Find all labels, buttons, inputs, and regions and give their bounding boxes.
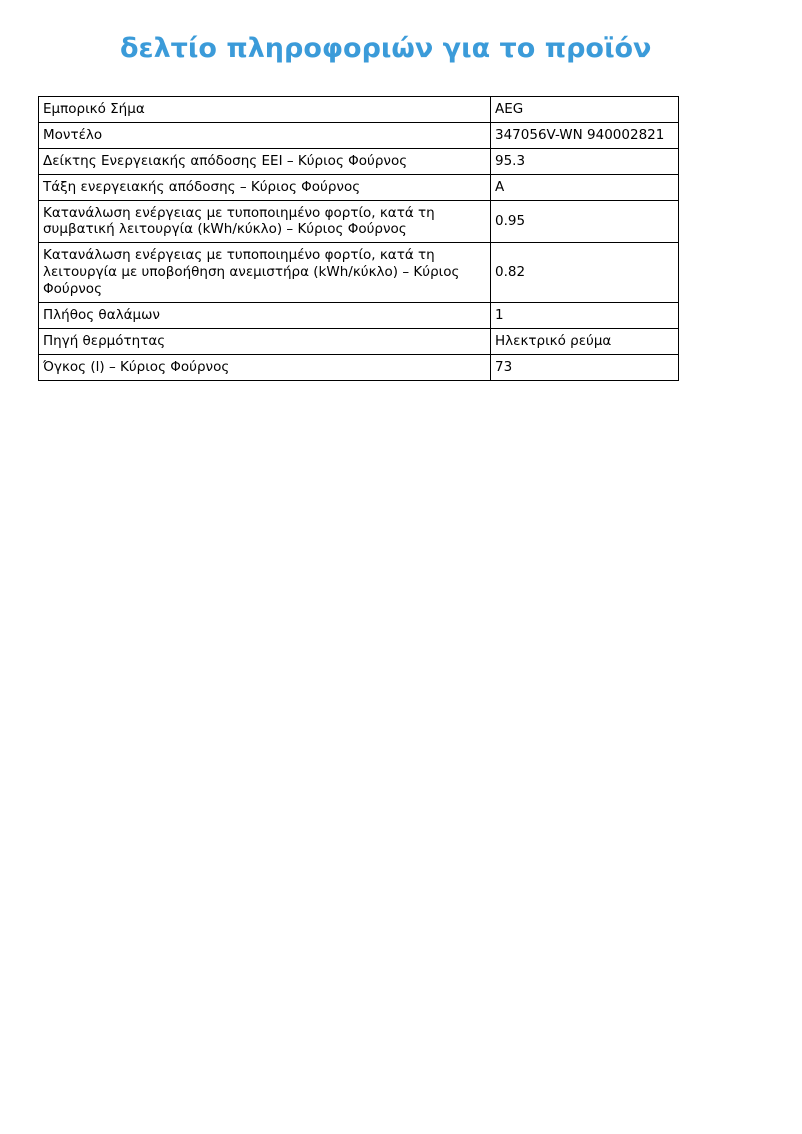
- page-title: δελτίο πληροφοριών για το προϊόν: [120, 33, 652, 64]
- product-info-table: [38, 96, 679, 381]
- table-row: [39, 200, 679, 243]
- row-value-cell: 1: [491, 302, 679, 328]
- row-label-cell: Εμπορικό Σήμα: [39, 97, 491, 123]
- row-label-cell: Τάξη ενεργειακής απόδοσης – Κύριος Φούρνος: [39, 174, 491, 200]
- table-row: [39, 243, 679, 303]
- table-row: [39, 97, 679, 123]
- table-row: [39, 328, 679, 354]
- row-label-cell: Πλήθος θαλάμων: [39, 302, 491, 328]
- row-value-cell: 95.3: [491, 148, 679, 174]
- row-label-cell: Πηγή θερμότητας: [39, 328, 491, 354]
- row-value-cell: 0.82: [491, 243, 679, 303]
- row-value-cell: Ηλεκτρικό ρεύμα: [491, 328, 679, 354]
- product-info-table-body: [39, 97, 679, 381]
- table-row: [39, 122, 679, 148]
- table-row: [39, 302, 679, 328]
- row-label-cell: Κατανάλωση ενέργειας με τυποποιημένο φορτίο, κατά τη λειτουργία με υποβοήθηση ανεμιστήρα (kWh/κύκλο) – Κύριος Φούρνος: [39, 243, 491, 303]
- row-value-cell: A: [491, 174, 679, 200]
- table-row: [39, 148, 679, 174]
- row-label-cell: Όγκος (l) – Κύριος Φούρνος: [39, 354, 491, 380]
- row-value-cell: 0.95: [491, 200, 679, 243]
- row-label-cell: Δείκτης Ενεργειακής απόδοσης EEI – Κύριος Φούρνος: [39, 148, 491, 174]
- row-label-cell: Μοντέλο: [39, 122, 491, 148]
- table-row: [39, 354, 679, 380]
- row-value-cell: 347056V-WN 940002821: [491, 122, 679, 148]
- row-value-cell: 73: [491, 354, 679, 380]
- row-label-cell: Κατανάλωση ενέργειας με τυποποιημένο φορτίο, κατά τη συμβατική λειτουργία (kWh/κύκλο) – Κύριος Φούρνος: [39, 200, 491, 243]
- row-value-cell: AEG: [491, 97, 679, 123]
- table-row: [39, 174, 679, 200]
